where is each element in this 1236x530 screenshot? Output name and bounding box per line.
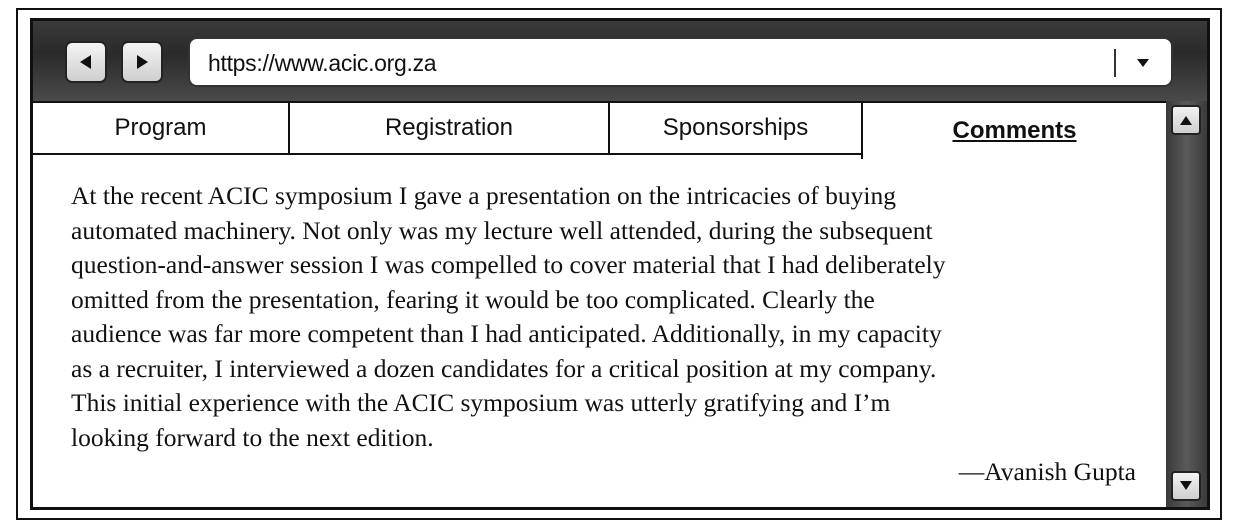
url-text[interactable]: https://www.acic.org.za	[208, 50, 437, 76]
tab-comments[interactable]	[861, 101, 1166, 159]
browser-toolbar	[33, 21, 1207, 101]
vertical-scrollbar[interactable]	[1166, 101, 1207, 507]
triangle-up-icon	[1179, 114, 1193, 126]
tab-sponsorships[interactable]	[608, 101, 863, 155]
browser-window	[30, 18, 1210, 510]
tab-label: Registration	[384, 114, 514, 141]
triangle-down-icon	[1136, 58, 1150, 68]
tab-bar	[33, 101, 1166, 155]
comment-body: At the recent ACIC symposium I gave a presentation on the intricacies of buying automated machinery. Not only was my lecture well attended, during the subsequent question-and-answer session I was compelled to cover material that I had deliberately omitted from the presentation, fearing it would be too complicated. Clearly the audience was far more competent than I had anticipated. Additionally, in my capacity as a recruiter, I interviewed a dozen candidates for a critical position at my company. This initial experience with the ACIC symposium was utterly gratifying and I’m looking forward to the next edition.	[71, 181, 946, 452]
triangle-right-icon	[133, 53, 151, 71]
page-content	[33, 101, 1166, 507]
tab-label: Program	[114, 114, 207, 141]
tab-label: Sponsorships	[662, 114, 809, 141]
comment-signature: —Avanish Gupta	[958, 457, 1136, 486]
scroll-up-button[interactable]	[1171, 105, 1201, 135]
tab-label: Comments	[952, 117, 1077, 144]
tab-program[interactable]	[33, 101, 290, 155]
scroll-down-button[interactable]	[1171, 471, 1201, 501]
comments-panel	[33, 153, 1166, 507]
back-button[interactable]	[65, 41, 107, 83]
triangle-left-icon	[77, 53, 95, 71]
tab-registration[interactable]	[288, 101, 610, 155]
forward-button[interactable]	[121, 41, 163, 83]
address-separator	[1114, 49, 1116, 77]
triangle-down-icon	[1179, 480, 1193, 492]
url-dropdown-button[interactable]	[1130, 51, 1156, 75]
address-bar[interactable]	[188, 37, 1173, 87]
